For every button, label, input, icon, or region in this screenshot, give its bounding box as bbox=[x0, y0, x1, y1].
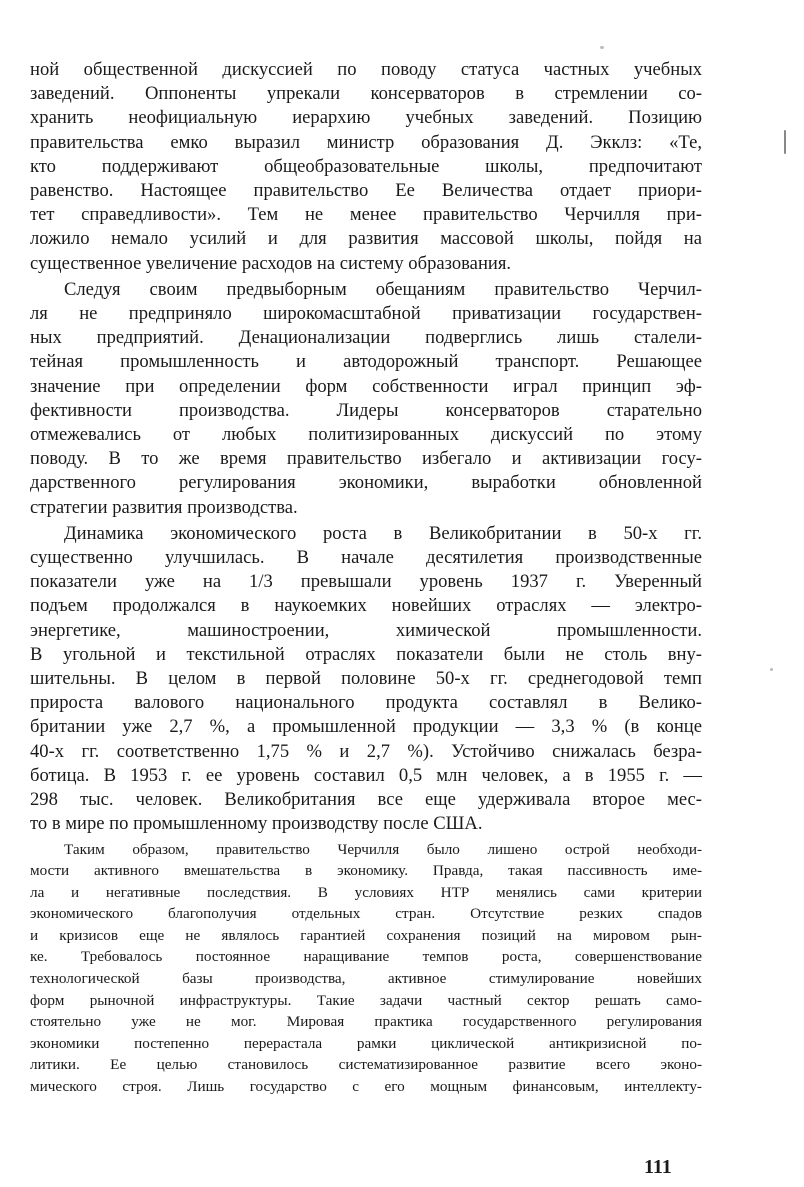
text-line: энергетике, машиностроении, химической промышленности. bbox=[30, 619, 702, 641]
paragraph bbox=[30, 58, 702, 276]
page-text bbox=[30, 58, 702, 1098]
text-line: 40-х гг. соответственно 1,75 % и 2,7 %). Устойчиво снижалась безра- bbox=[30, 740, 702, 762]
scan-speck bbox=[770, 668, 773, 671]
paragraph bbox=[30, 839, 702, 1098]
text-line: шительны. В целом в первой половине 50-х гг. среднегодовой темп bbox=[30, 668, 702, 690]
text-line: отмежевались от любых политизированных дискуссий по этому bbox=[30, 424, 702, 446]
text-line: ных предприятий. Денационализации подверглись лишь сталели- bbox=[30, 327, 702, 349]
text-line: мости активного вмешательства в экономику. Правда, такая пассивность име- bbox=[30, 862, 702, 880]
text-line: прироста валового национального продукта составлял в Велико- bbox=[30, 692, 702, 714]
text-line: то в мире по промышленному производству после США. bbox=[30, 813, 483, 835]
text-line: кто поддерживают общеобразовательные школы, предпочитают bbox=[30, 155, 702, 177]
text-line: и кризисов еще не являлось гарантией сохранения позиций на мировом рын- bbox=[30, 926, 702, 944]
text-line: правительства емко выразил министр образования Д. Экклз: «Те, bbox=[30, 131, 702, 153]
text-line: хранить неофициальную иерархию учебных заведений. Позицию bbox=[30, 107, 702, 129]
text-line: подъем продолжался в наукоемких новейших отраслях — электро- bbox=[30, 595, 702, 617]
text-line: тейная промышленность и автодорожный транспорт. Решающее bbox=[30, 351, 702, 373]
text-line: технологической базы производства, активное стимулирование новейших bbox=[30, 970, 702, 988]
text-line: ной общественной дискуссией по поводу статуса частных учебных bbox=[30, 59, 702, 80]
text-line: ботица. В 1953 г. ее уровень составил 0,5 млн человек, а в 1955 г. — bbox=[30, 764, 702, 786]
main-text bbox=[30, 58, 702, 837]
scan-speck bbox=[784, 130, 786, 154]
text-line: ля не предприняло широкомасштабной приватизации государствен- bbox=[30, 303, 702, 325]
text-line: экономического благополучия отдельных стран. Отсутствие резких спадов bbox=[30, 905, 702, 923]
text-line: существенное увеличение расходов на систему образования. bbox=[30, 252, 512, 274]
paragraph bbox=[30, 522, 702, 837]
text-line: поводу. В то же время правительство избегало и активизации госу- bbox=[30, 448, 702, 470]
text-line: ла и негативные последствия. В условиях НТР менялись сами критерии bbox=[30, 883, 702, 901]
text-line: мического строя. Лишь государство с его мощным финансовым, интеллекту- bbox=[30, 1078, 702, 1096]
text-line: стоятельно уже не мог. Мировая практика государственного регулирования bbox=[30, 1013, 702, 1031]
text-line: значение при определении форм собственности играл принцип эф- bbox=[30, 375, 702, 397]
text-line: показатели уже на 1/3 превышали уровень 1937 г. Уверенный bbox=[30, 571, 702, 593]
text-line: Динамика экономического роста в Великобритании в 50-х гг. bbox=[64, 522, 702, 544]
text-line: литики. Ее целью становилось систематизированное развитие всего эконо- bbox=[30, 1056, 702, 1074]
text-line: ке. Требовалось постоянное наращивание темпов роста, совершенствование bbox=[30, 948, 702, 966]
text-line: ложило немало усилий и для развития массовой школы, пойдя на bbox=[30, 228, 702, 250]
text-line: равенство. Настоящее правительство Ее Величества отдает приори- bbox=[30, 180, 702, 202]
text-line: 298 тыс. человек. Великобритания все еще удерживала второе мес- bbox=[30, 789, 702, 811]
text-line: фективности производства. Лидеры консерваторов старательно bbox=[30, 399, 702, 421]
text-line: заведений. Оппоненты упрекали консерваторов в стремлении со- bbox=[30, 83, 702, 105]
paragraph bbox=[30, 278, 702, 520]
text-line: британии уже 2,7 %, а промышленной продукции — 3,3 % (в конце bbox=[30, 716, 702, 738]
scan-speck bbox=[600, 46, 604, 49]
text-line: существенно улучшилась. В начале десятилетия производственные bbox=[30, 547, 702, 569]
text-line: тет справедливости». Тем не менее правительство Черчилля при- bbox=[30, 204, 702, 226]
small-print-text bbox=[30, 839, 702, 1098]
text-line: В угольной и текстильной отраслях показатели были не столь вну- bbox=[30, 643, 702, 665]
text-line: стратегии развития производства. bbox=[30, 496, 298, 518]
page-number: 111 bbox=[644, 1156, 672, 1178]
text-line: форм рыночной инфраструктуры. Такие задачи частный сектор решать само- bbox=[30, 991, 702, 1009]
text-line: Следуя своим предвыборным обещаниям правительство Черчил- bbox=[64, 278, 702, 300]
text-line: дарственного регулирования экономики, выработки обновленной bbox=[30, 472, 702, 494]
text-line: экономики постепенно перерастала рамки циклической антикризисной по- bbox=[30, 1034, 702, 1052]
text-line: Таким образом, правительство Черчилля было лишено острой необходи- bbox=[64, 840, 702, 858]
